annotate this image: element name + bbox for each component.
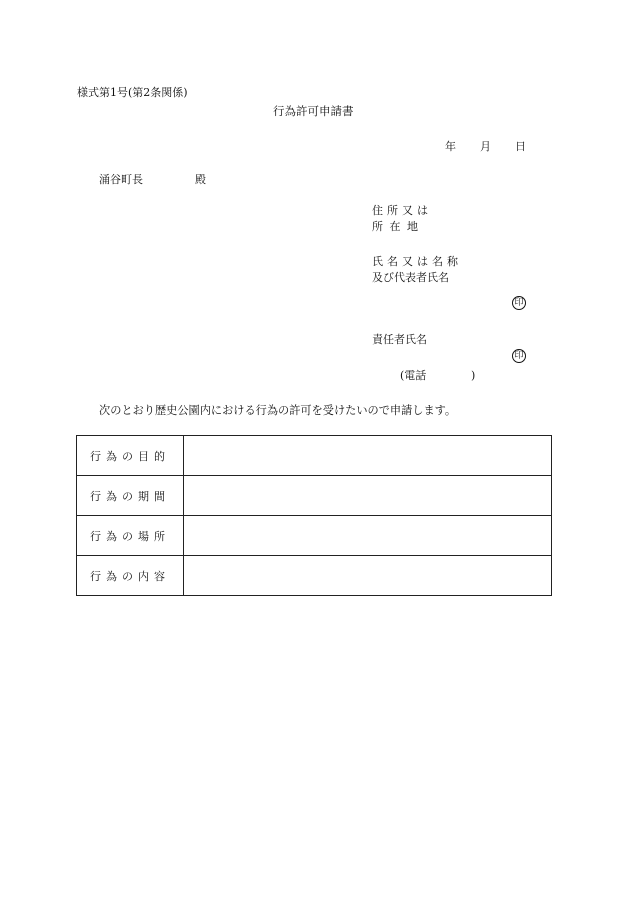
act-purpose-label: 行為の目的 (77, 436, 184, 476)
application-statement: 次のとおり歴史公園内における行為の許可を受けたいので申請します。 (99, 404, 457, 417)
table-row (77, 476, 552, 516)
date-year-label: 年 (445, 140, 456, 153)
act-period-field[interactable] (184, 476, 552, 516)
address-label-line-1: 住所又は (372, 204, 432, 217)
address-label-line-2: 所 在 地 (372, 220, 418, 233)
act-content-field[interactable] (184, 556, 552, 596)
act-location-label: 行為の場所 (77, 516, 184, 556)
document-title: 行為許可申請書 (273, 104, 354, 118)
act-details-table (76, 435, 552, 596)
act-purpose-field[interactable] (184, 436, 552, 476)
phone-label: (電話 (400, 369, 427, 382)
date-month-label: 月 (480, 140, 491, 153)
table-row (77, 556, 552, 596)
act-content-label: 行為の内容 (77, 556, 184, 596)
act-location-field[interactable] (184, 516, 552, 556)
addressee-name: 涌谷町長 (99, 173, 143, 186)
name-label-line-1: 氏名又は名称 (372, 255, 462, 268)
responsible-seal-mark: 印 (512, 349, 526, 363)
phone-close-paren: ) (471, 369, 476, 382)
form-number: 様式第1号(第2条関係) (77, 86, 188, 99)
act-period-label: 行為の期間 (77, 476, 184, 516)
name-label-line-2: 及び代表者氏名 (372, 271, 449, 284)
responsible-person-label: 責任者氏名 (372, 333, 427, 346)
table-row (77, 516, 552, 556)
table-row (77, 436, 552, 476)
date-day-label: 日 (515, 140, 526, 153)
applicant-seal-mark: 印 (512, 296, 526, 310)
addressee-honorific: 殿 (195, 173, 206, 186)
